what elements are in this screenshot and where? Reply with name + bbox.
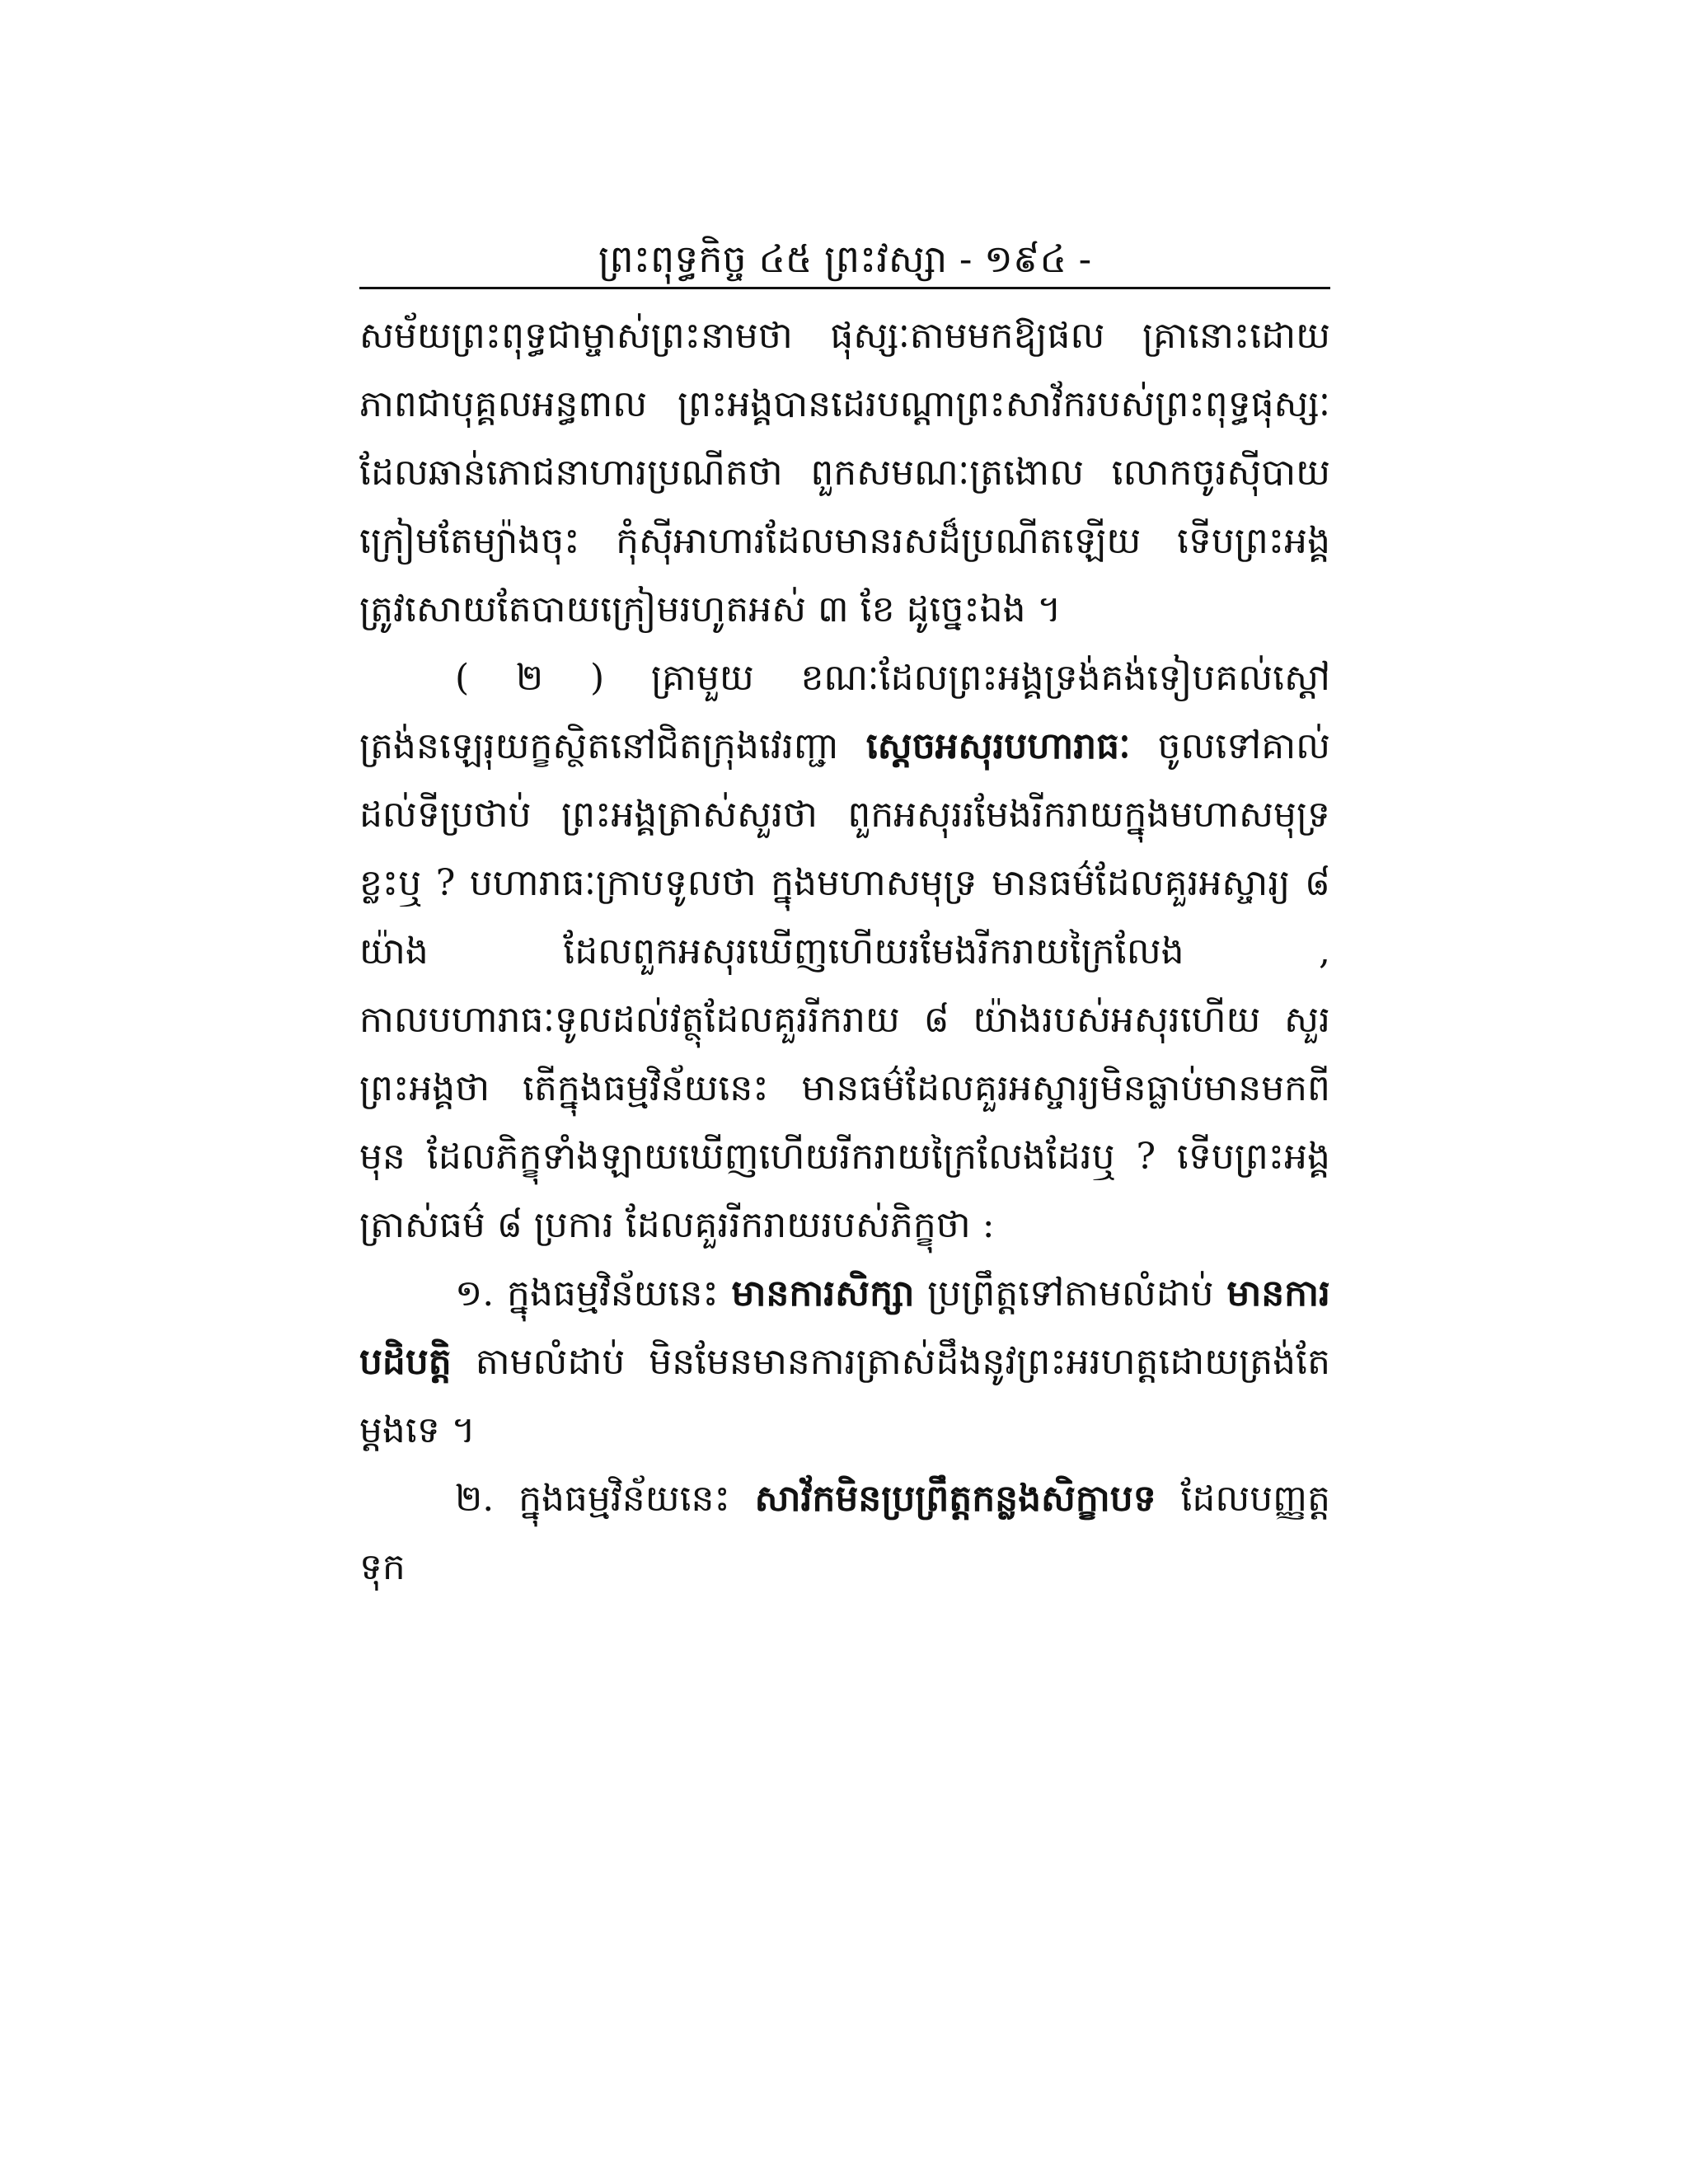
paragraph-3-bold-b: មានការបដិបត្តិ: [359, 1272, 1330, 1383]
paragraph-4-text-a: ២. ក្នុងធម្មវិន័យនេះ: [455, 1478, 755, 1520]
paragraph-2-text-b: ចូលទៅគាល់ដល់ទីប្រថាប់ ព្រះអង្គត្រាស់សួរថា ពួកអសុររមែងរីករាយក្នុងមហាសមុទ្រខ្លះឬ ? បហារាធៈក្រាបទូលថា ក្នុងមហាសមុទ្រ មានធម៌ដែលគួរអស្ចារ្យ ៨ យ៉ាង ដែលពួកអសុរឃើញហើយរមែងរីករាយក្រៃលែង , កាលបហារាធៈទូលដល់វត្ថុដែលគួររីករាយ ៨ យ៉ាងរបស់អសុរហើយ សួរព្រះអង្គថា តើក្នុងធម្មវិន័យនេះ មានធម៌ដែលគួរអស្ចារ្យមិនធ្លាប់មានមកពីមុន ដែលភិក្ខុទាំងឡាយឃើញហើយរីករាយក្រៃលែងដែរឬ ? ទើបព្រះអង្គត្រាស់ធម៌ ៨ ប្រការ ដែលគួររីករាយរបស់ភិក្ខុថា :: [359, 725, 1330, 1246]
paragraph-4-text-b: ដែលបញ្ញត្តទុក: [359, 1478, 1331, 1588]
paragraph-3-bold-a: មានការសិក្សា: [731, 1272, 915, 1315]
paragraph-1: [359, 302, 1330, 644]
body-text: [359, 302, 1330, 1601]
header-title: ព្រះពុទ្ធកិច្ច ៤៥ ព្រះវស្សា: [598, 237, 948, 281]
paragraph-2: [359, 644, 1330, 1259]
running-header: [359, 232, 1330, 285]
header-divider: [359, 287, 1330, 289]
paragraph-3-text-b: ប្រព្រឹត្តទៅតាមលំដាប់: [914, 1272, 1227, 1315]
paragraph-4: [359, 1465, 1330, 1601]
page-number: - ១៩៤ -: [959, 237, 1092, 281]
paragraph-3: [359, 1259, 1330, 1465]
paragraph-1-text: សម័យព្រះពុទ្ធជាម្ចាស់ព្រះនាមថា ផុស្សៈតាមមកឱ្យផល គ្រានោះដោយភាពជាបុគ្គលអន្ធពាល ព្រះអង្គបានដេរបណ្ដាព្រះសាវ័ករបស់ព្រះពុទ្ធផុស្សៈ ដែលឆាន់ភោជនាហារប្រណីតថា ពួកសមណៈត្រងោល លោកចូរស៊ីបាយក្រៀមតែម្យ៉ាងចុះ កុំស៊ីអាហារដែលមានរសដ៏ប្រណីតឡើយ ទើបព្រះអង្គត្រូវសោយតែបាយក្រៀមរហូតអស់ ៣ ខែ ដូច្នេះឯង ។: [359, 315, 1330, 630]
paragraph-2-text-a: ( ២ ) គ្រាមួយ ខណៈដែលព្រះអង្គទ្រង់គង់ទៀបគល់ស្ដៅ ត្រង់នឡេរុយក្ខស្ថិតនៅជិតក្រុងវេរញ្ជា: [359, 657, 1330, 767]
paragraph-3-text-c: តាមលំដាប់ មិនមែនមានការត្រាស់ដឹងនូវព្រះអរហត្តដោយត្រង់តែម្ដងទេ ។: [359, 1341, 1330, 1451]
paragraph-3-text-a: ១. ក្នុងធម្មវិន័យនេះ: [455, 1272, 732, 1315]
paragraph-4-bold-a: សាវ័កមិនប្រព្រឹត្តកន្លងសិក្ខាបទ: [754, 1478, 1156, 1520]
paragraph-2-bold-name: ស្ដេចអសុរបហារាធៈ: [865, 725, 1131, 767]
